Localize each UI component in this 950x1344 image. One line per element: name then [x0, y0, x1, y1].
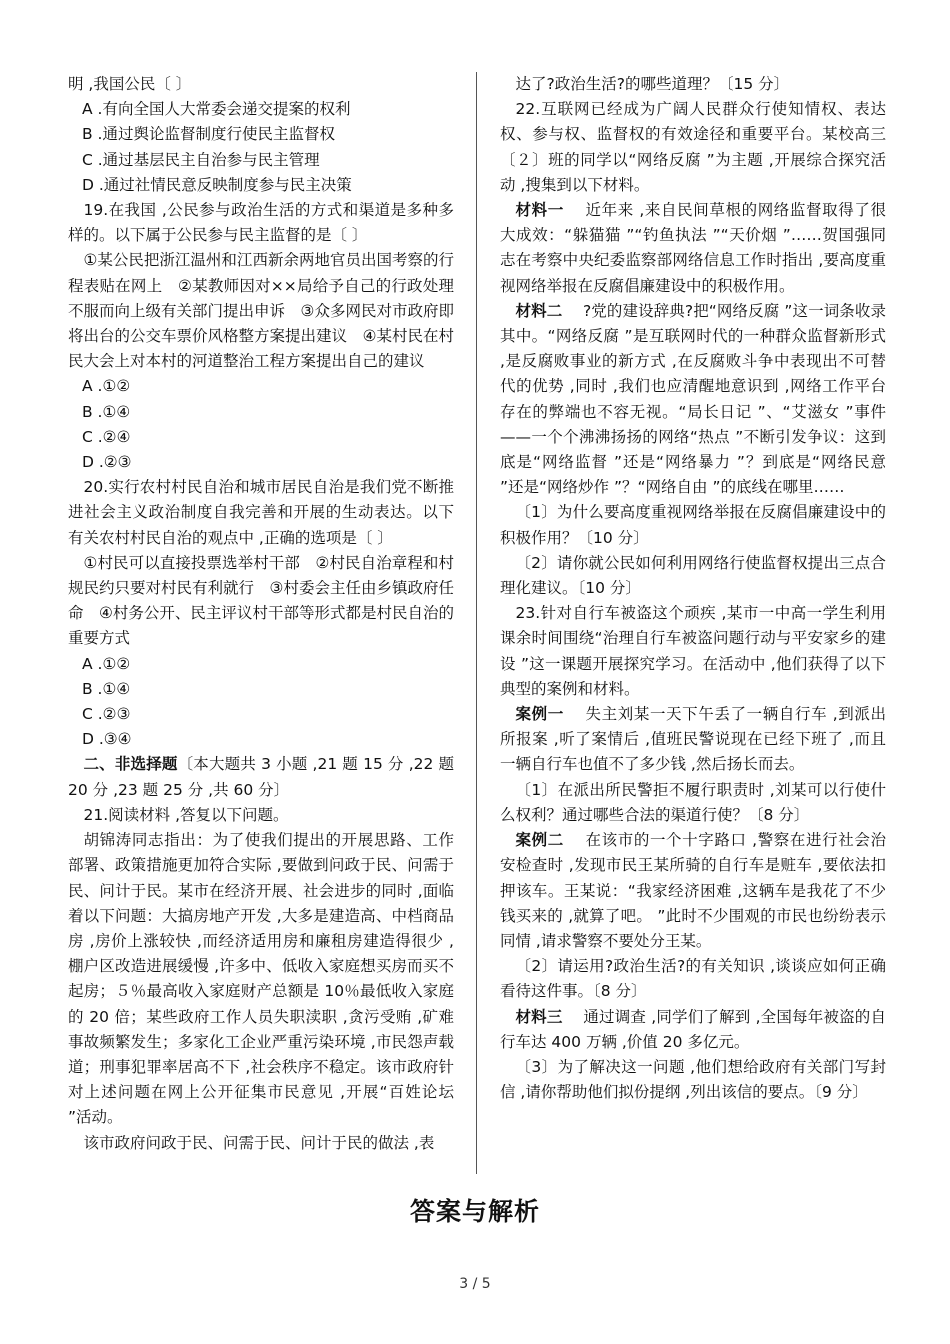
q23-material-3 [500, 1005, 886, 1055]
case-2-text: 在该市的一个十字路口 ,警察在进行社会治安检查时 ,发现市民王某所骑的自行车是赃车 ,要依法扣押该车。王某说：“我家经济困难 ,这辆车是我花了不少钱买来的 ,就算了吧。 ”此时不少围观的市民也纷纷表示同情 ,请求警察不要处分王某。 [500, 831, 886, 950]
q22-sub-1: 〔1〕为什么要高度重视网络举报在反腐倡廉建设中的积极作用？〔10 分〕 [500, 503, 886, 547]
q19-option-a: A .①② [82, 377, 131, 396]
q23-sub-3: 〔3〕为了解决这一问题 ,他们想给政府有关部门写封信 ,请你帮助他们拟份提纲 ,列出该信的要点。〔9 分〕 [500, 1057, 886, 1102]
q23-sub-1: 〔1〕在派出所民警拒不履行职责时 ,刘某可以行使什么权利？通过哪些合法的渠道行使？〔8 分〕 [500, 780, 886, 824]
q20-stem: 20.实行农村村民自治和城市居民自治是我们党不断推进社会主义政治制度自我完善和开展的生动表达。以下有关农村村民自治的观点中 ,正确的选项是〔 〕 [68, 478, 454, 547]
q20-option-d: D .③④ [82, 730, 132, 749]
material-2-text: ?党的建设辞典?把“网络反腐 ”这一词条收录其中。“网络反腐 ”是互联网时代的一种群众监督新形式 ,是反腐败事业的新方式 ,在反腐败斗争中表现出不可替代的优势 ,同时 ,我们也应清醒地意识到 ,网络工作平台存在的弊端也不容无视。“局长日记 ”、“艾滋女 ”事件——一个个沸沸扬扬的网络“热点 ”不断引发争议：这到底是“网络监督 ”还是“网络暴力 ”？到底是“网络民意 ”还是“网络炒作 ”？“网络自由 ”的底线在哪里…… [500, 301, 886, 497]
q23-sub-2: 〔2〕请运用?政治生活?的有关知识 ,谈谈应如何正确看待这件事。〔8 分〕 [500, 957, 886, 1001]
q21-material: 胡锦涛同志指出：为了使我们提出的开展思路、工作部署、政策措施更加符合实际 ,要做到问政于民、问需于民、问计于民。某市在经济开展、社会进步的同时 ,面临着以下问题：大搞房地产开发 ,大多是建造高、中档商品房 ,房价上涨较快 ,而经济适用房和廉租房建造得很少 ,棚户区改造进展缓慢 ,许多中、低收入家庭想买房而买不起房；５％最高收入家庭财产总额是 10％最低收入家庭的 20 倍；某些政府工作人员失职渎职 ,贪污受贿 ,矿难事故频繁发生；多家化工企业严重污染环境 ,市民怨声载道；刑事犯罪率居高不下 ,社会秩序不稳定。该市政府针对上述问题在网上公开征集市民意见 ,开展“百姓论坛 ”活动。 [68, 831, 454, 1127]
section2-heading [68, 752, 454, 802]
q20-option-c: C .②③ [82, 705, 131, 724]
q22-material-2 [500, 299, 886, 501]
q18-option-c: C .通过基层民主自治参与民主管理 [82, 150, 320, 169]
left-column [68, 72, 454, 1156]
q19-option-c: C .②④ [82, 427, 131, 446]
q23-stem: 23.针对自行车被盗这个顽疾 ,某市一中高一学生利用课余时间围绕“治理自行车被盗问题行动与平安家乡的建设 ”这一课题开展探究学习。在活动中 ,他们获得了以下典型的案例和材料。 [500, 604, 886, 698]
material-3-text: 通过调查 ,同学们了解到 ,全国每年被盗的自行车达 400 万辆 ,价值 20 多亿元。 [500, 1007, 886, 1051]
material-3-label: 材料三 [515, 1007, 563, 1026]
q22-material-1 [500, 198, 886, 299]
q19-option-b: B .①④ [82, 402, 131, 421]
q21-question-part2: 达了?政治生活?的哪些道理？〔15 分〕 [515, 75, 790, 93]
q22-stem: 22.互联网已经成为广阔人民群众行使知情权、表达权、参与权、监督权的有效途径和重要平台。某校高三〔２〕班的同学以“网络反腐 ”为主题 ,开展综合探究活动 ,搜集到以下材料。 [500, 100, 886, 194]
q18-option-b: B .通过舆论监督制度行使民主监督权 [82, 125, 335, 144]
section2-title: 二、非选择题 [83, 755, 178, 774]
section2-note: 〔本大题共 3 小题 ,21 题 15 分 ,22 题 20 分 ,23 题 25 分 ,共 60 分〕 [68, 755, 454, 799]
q19-option-d: D .②③ [82, 453, 132, 472]
q20-items: ①村民可以直接投票选举村干部 ②村民自治章程和村规民约只要对村民有利就行 ③村委会主任由乡镇政府任命 ④村务公开、民主评议村干部等形式都是村民自治的重要方式 [68, 553, 454, 648]
q20-option-b: B .①④ [82, 679, 131, 698]
page-number: 3 / 5 [459, 1276, 491, 1292]
q18-stem-tail: 明 ,我国公民〔 〕 [68, 75, 192, 93]
q23-case-2 [500, 828, 886, 954]
q21-question-part1: 该市政府问政于民、问需于民、问计于民的做法 ,表 [83, 1133, 435, 1152]
material-1-label: 材料一 [515, 201, 564, 220]
right-column [500, 72, 886, 1105]
q23-case-1 [500, 702, 886, 778]
answer-section-title: 答案与解析 [409, 1197, 540, 1226]
case-1-label: 案例一 [515, 705, 564, 724]
q18-option-d: D .通过社情民意反映制度参与民主决策 [82, 175, 352, 194]
case-1-text: 失主刘某一天下午丢了一辆自行车 ,到派出所报案 ,听了案情后 ,值班民警说现在已经下班了 ,而且一辆自行车也值不了多少钱 ,然后扬长而去。 [500, 705, 886, 774]
material-2-label: 材料二 [515, 301, 563, 320]
column-divider [476, 72, 477, 1174]
q21-stem: 21.阅读材料 ,答复以下问题。 [83, 805, 289, 824]
q22-sub-2: 〔2〕请你就公民如何利用网络行使监督权提出三点合理化建议。〔10 分〕 [500, 553, 886, 598]
material-1-text: 近年来 ,来自民间草根的网络监督取得了很大成效：“躲猫猫 ”“钓鱼执法 ”“天价烟 ”……贺国强同志在考察中央纪委监察部网络信息工作时指出 ,要高度重视网络举报在反腐倡廉建设中的积极作用。 [500, 201, 886, 295]
q19-items: ①某公民把浙江温州和江西新余两地官员出国考察的行程表贴在网上 ②某教师因对××局给予自己的行政处理不服而向上级有关部门提出申诉 ③众多网民对市政府即将出台的公交车票价风格整方案提出建议 ④某村民在村民大会上对本村的河道整治工程方案提出自己的建议 [68, 251, 454, 371]
q20-option-a: A .①② [82, 654, 131, 673]
q19-stem: 19.在我国 ,公民参与政治生活的方式和渠道是多种多样的。以下属于公民参与民主监督的是〔 〕 [68, 201, 454, 245]
q18-option-a: A .有向全国人大常委会递交提案的权利 [82, 100, 351, 119]
case-2-label: 案例二 [515, 831, 564, 850]
